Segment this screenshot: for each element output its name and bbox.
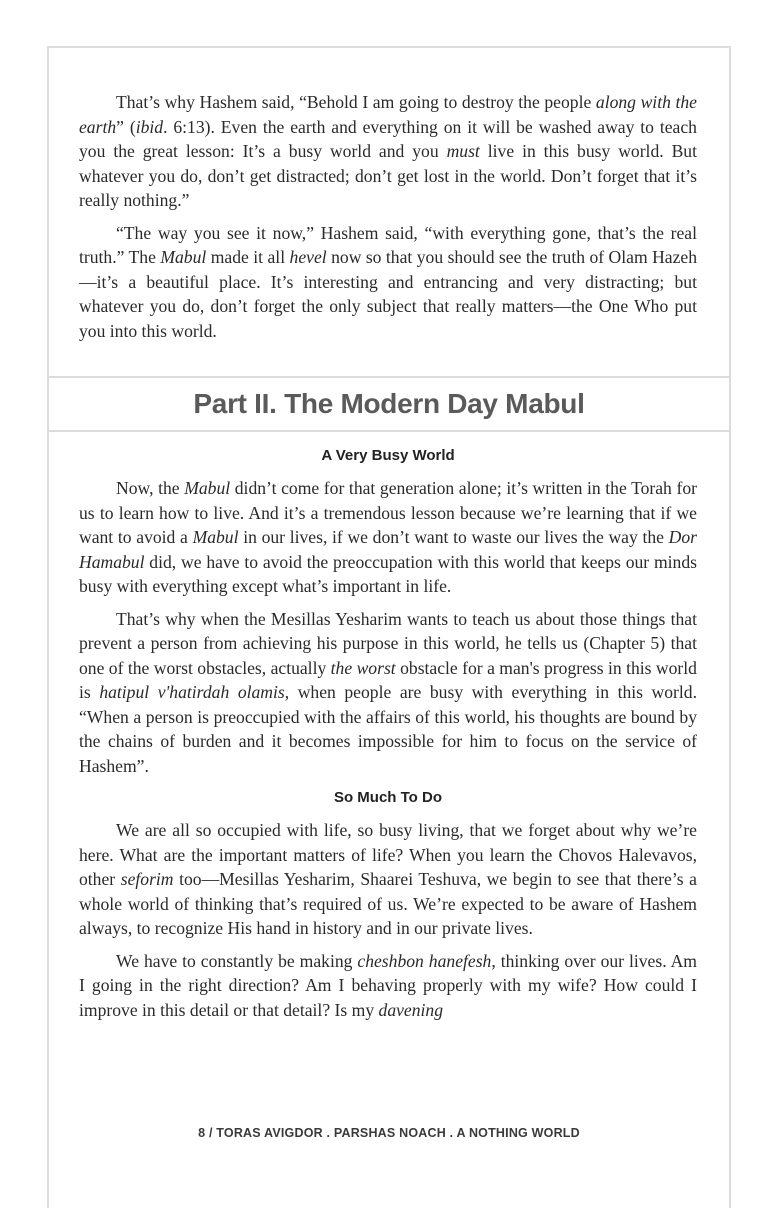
italic-text: the worst	[330, 657, 396, 678]
text-run: That’s why when the Mesillas Yesharim wants to teach us about those things that prevent a person from achieving his purpose in this world, he tells us (Chapter 5) that one of the worst obstacles, actually	[79, 608, 697, 678]
italic-text: must	[446, 141, 480, 161]
text-run: ” (	[116, 116, 136, 137]
text-run: . 6:13). Even the earth and everything on it will be washed away to teach you the great lesson: It’s a busy world and you	[79, 116, 697, 161]
intro-text	[79, 90, 697, 351]
text-run: We are all so occupied with life, so busy living, that we forget about why we’re here. What are the important matters of life? When you learn the Chovos Halevavos, other	[79, 820, 697, 889]
italic-text: davening	[378, 999, 444, 1020]
page-footer: 8 / TORAS AVIGDOR . PARSHAS NOACH . A NOTHING WORLD	[198, 1126, 580, 1140]
italic-text: cheshbon hanefesh	[357, 950, 492, 971]
part-title: Part II. The Modern Day Mabul	[193, 388, 585, 419]
italic-text: hevel	[289, 247, 327, 267]
italic-text: ibid	[135, 116, 164, 137]
text-run: “The way you see it now,” Hashem said, “with everything gone, that’s the real truth.” The	[79, 222, 697, 267]
text-run: obstacle for a man's progress in this world is	[79, 657, 697, 702]
italic-text: Mabul	[184, 478, 231, 498]
text-run: now so that you should see the truth of Olam Hazeh—it’s a beautiful place. It’s interesting and entrancing and very distracting; but whatever you do, don’t forget the only subject that really matters—the One Who put you into this world.	[79, 247, 697, 341]
main-text	[79, 444, 697, 1030]
italic-text: hatipul v'hatirdah olamis	[99, 682, 285, 702]
text-run: made it all	[206, 247, 290, 267]
text-run: live in this busy world. But whatever you do, don’t get distracted; don’t get lost in the world. Don’t forget that it’s really nothing.”	[79, 141, 697, 210]
paragraph	[79, 818, 697, 941]
text-run: too—Mesillas Yesharim, Shaarei Teshuva, we begin to see that there’s a whole world of thinking that’s required of us. We’re expected to be aware of Hashem always, to recognize His hand in history and in our private lives.	[79, 869, 697, 938]
text-run: , when people are busy with everything in this world. “When a person is preoccupied with the affairs of this world, his thoughts are bound by the chains of burden and it becomes impossible for him to focus on the service of Hashem”.	[79, 682, 697, 776]
italic-text: seforim	[120, 869, 174, 889]
paragraph	[79, 476, 697, 599]
text-run: didn’t come for that generation alone; it’s written in the Torah for us to learn how to live. And it’s a tremendous lesson because we’re learning that if we want to avoid a	[79, 478, 697, 547]
paragraph	[79, 221, 697, 344]
italic-text: Dor Hamabul	[79, 527, 698, 572]
section-heading: A Very Busy World	[321, 447, 455, 464]
italic-text: along with the earth	[79, 92, 697, 137]
italic-text: Mabul	[192, 527, 239, 547]
text-run: in our lives, if we don’t want to waste our lives the way the	[238, 527, 669, 547]
text-run: We have to constantly be making	[116, 950, 358, 971]
text-run: did, we have to avoid the preoccupation with this world that keeps our minds busy with everything except what’s important in life.	[79, 551, 697, 596]
text-run: , thinking over our lives. Am I going in the right direction? Am I behaving properly with my wife? How could I improve in this detail or that detail? Is my	[79, 950, 697, 1020]
italic-text: Mabul	[160, 247, 207, 267]
section-heading: So Much To Do	[333, 789, 443, 806]
page-frame	[47, 46, 731, 1208]
text-run: Now, the	[116, 478, 185, 498]
paragraph	[79, 607, 697, 779]
divider	[49, 430, 729, 432]
paragraph	[79, 90, 697, 213]
text-run: That’s why Hashem said, “Behold I am going to destroy the people	[116, 92, 596, 112]
paragraph	[79, 949, 697, 1023]
